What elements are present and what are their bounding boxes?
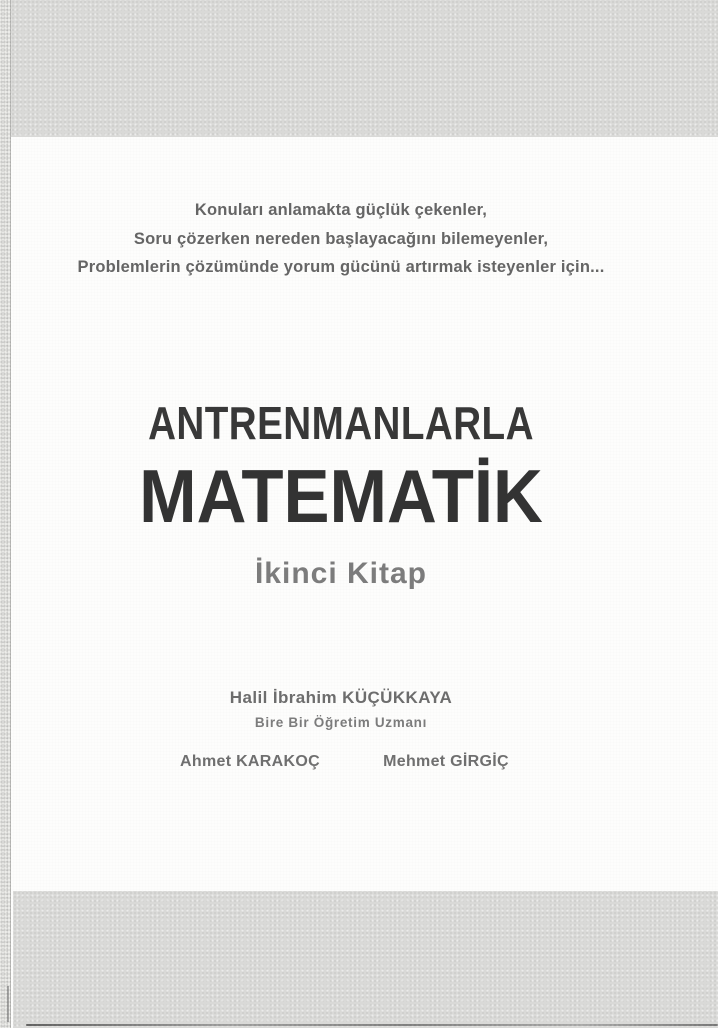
book-series-title: ANTRENMANLARLA bbox=[148, 397, 534, 449]
tagline bbox=[0, 196, 682, 282]
tagline-line-3: Problemlerin çözümünde yorum gücünü artırmak isteyenler için... bbox=[77, 258, 605, 276]
co-author-right: Mehmet GİRGİÇ bbox=[383, 753, 509, 770]
tagline-line-1: Konuları anlamakta güçlük çekenler, bbox=[194, 201, 488, 219]
primary-author-name: Halil İbrahim KÜÇÜKKAYA bbox=[229, 688, 453, 707]
book-edition-label: İkinci Kitap bbox=[254, 557, 428, 590]
primary-author-role: Bire Bir Öğretim Uzmanı bbox=[254, 715, 428, 730]
co-author-left: Ahmet KARAKOÇ bbox=[180, 753, 320, 770]
tagline-line-2: Soru çözerken nereden başlayacağını bilemeyenler, bbox=[133, 229, 549, 248]
book-main-title: MATEMATİK bbox=[139, 454, 543, 538]
